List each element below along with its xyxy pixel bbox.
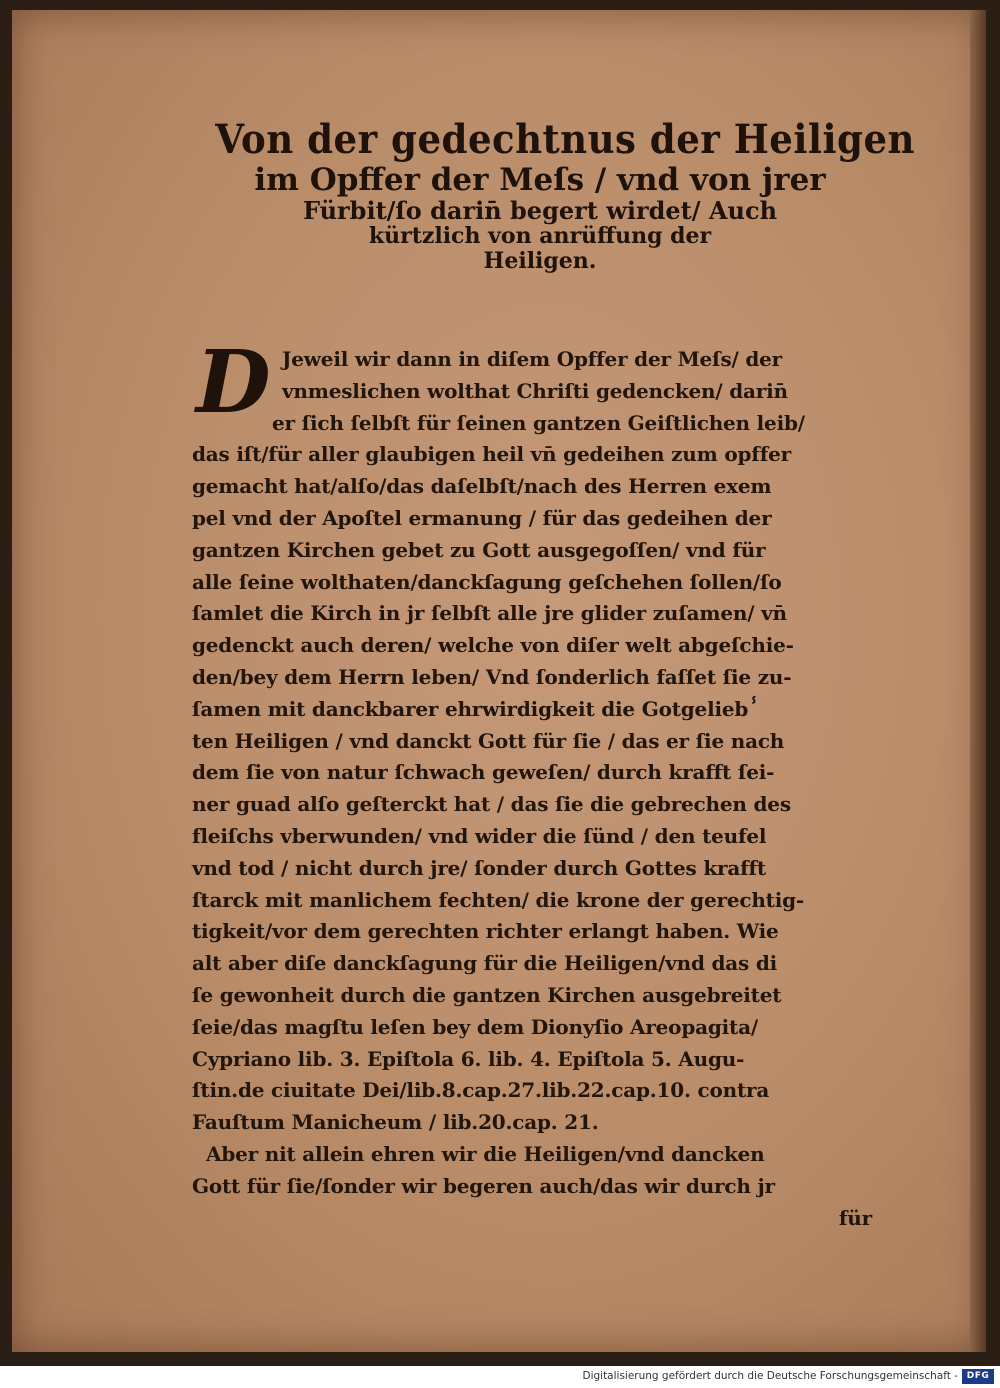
text-line: ten Heiligen / vnd danckt Gott für ſie / das er ſie nach	[192, 728, 785, 753]
heading-line-2: im Opffer der Meſs / vnd von jrer	[254, 161, 826, 198]
drop-cap-initial: D	[196, 332, 271, 433]
text-line: gantzen Kirchen gebet zu Gott ausgegoſſen/ vnd für	[192, 537, 766, 562]
heading-line-3: Fürbit/ſo darin̄ begert wirdet/ Auch	[302, 195, 778, 225]
text-line: Aber nit allein ehren wir die Heiligen/vnd dancken	[206, 1141, 765, 1166]
text-line: alle ſeine wolthaten/danckſagung geſchehen ſollen/ſo	[192, 569, 782, 594]
text-line: gedenckt auch deren/ welche von diſer welt abgeſchie-	[192, 633, 794, 658]
text-line: alt aber diſe danckſagung für die Heiligen/vnd das di	[192, 951, 778, 976]
text-line: ſe gewonheit durch die gantzen Kirchen ausgebreitet	[192, 982, 782, 1007]
text-line: dem ſie von natur ſchwach geweſen/ durch krafft ſei-	[192, 760, 775, 785]
text-line: ſeie/das magſtu leſen bey dem Dionyſio Areopagita/	[192, 1014, 758, 1039]
text-line: ſtarck mit manlichem fechten/ die krone der gerechtig-	[192, 887, 804, 912]
text-line: Fauſtum Manicheum / lib.20.cap. 21.	[192, 1110, 599, 1135]
heading-line-4: kürtzlich von anrüffung der	[368, 223, 712, 250]
text-line: das iſt/für aller glaubigen heil vn̄ gedeihen zum opffer	[192, 442, 791, 467]
funding-credit: Digitalisierung gefördert durch die Deutsche Forschungsgemeinschaft -	[582, 1370, 958, 1382]
text-line: fleiſchs vberwunden/ vnd wider die ſünd / den teufel	[192, 823, 767, 848]
text-line: ſamen mit danckbarer ehrwirdigkeit die Gotgeliebⸯ	[192, 696, 760, 721]
text-line: er ſich ſelbſt für ſeinen gantzen Geiſtlichen leib/	[272, 410, 805, 435]
dfg-logo: DFG	[962, 1369, 994, 1384]
text-line: tigkeit/vor dem gerechten richter erlangt haben. Wie	[192, 919, 779, 944]
text-line: ſamlet die Kirch in jr ſelbſt alle jre glider zuſamen/ vn̄	[192, 601, 787, 626]
heading-line-5: Heiligen.	[483, 248, 597, 275]
page-edge-shadow	[970, 10, 986, 1352]
text-line: ſtin.de ciuitate Dei/lib.8.cap.27.lib.22.cap.10. contra	[192, 1078, 770, 1103]
chapter-heading	[190, 116, 915, 275]
body-text	[192, 332, 882, 1234]
text-line: Cypriano lib. 3. Epiſtola 6. lib. 4. Epiſtola 5. Augu-	[192, 1046, 745, 1071]
text-line: den/bey dem Herrn leben/ Vnd ſonderlich faſſet ſie zu-	[192, 664, 792, 689]
text-line: vnmeslichen wolthat Chriſti gedencken/ darin̄	[282, 378, 788, 403]
catchword: für	[838, 1205, 872, 1230]
heading-line-1: Von der gedechtnus der Heiligen	[215, 116, 915, 163]
text-line: gemacht hat/alſo/das daſelbſt/nach des Herren exem	[192, 474, 772, 499]
text-line: Gott für ſie/ſonder wir begeren auch/das wir durch jr	[192, 1173, 775, 1198]
text-line: pel vnd der Apoſtel ermanung / für das gedeihen der	[192, 505, 772, 530]
text-line: Jeweil wir dann in diſem Opffer der Meſs/ der	[282, 347, 783, 371]
digitization-footer	[0, 1366, 1000, 1388]
text-line: vnd tod / nicht durch jre/ ſonder durch Gottes krafft	[192, 855, 766, 880]
text-line: ner guad alſo geſterckt hat / das ſie die gebrechen des	[192, 792, 791, 817]
